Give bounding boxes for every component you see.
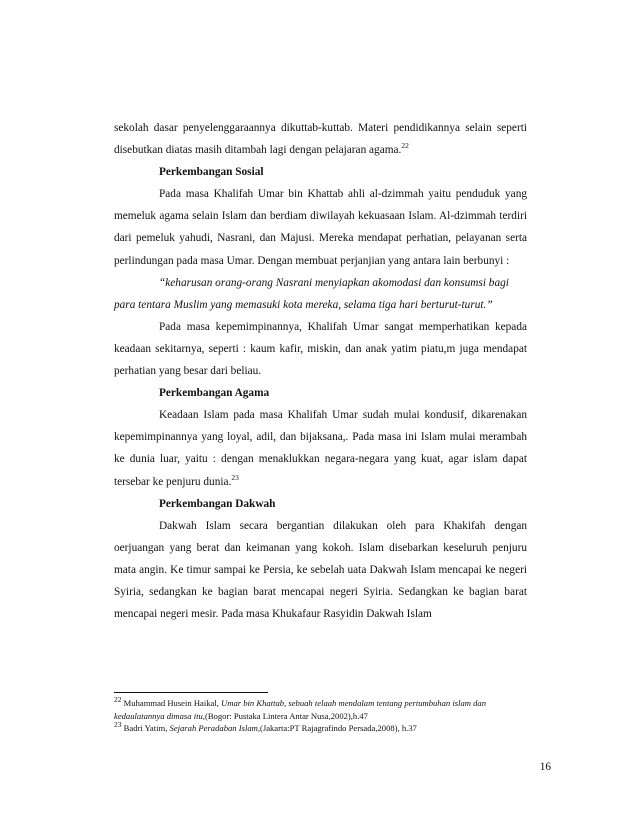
section-heading-dakwah: Perkembangan Dakwah [159, 497, 276, 510]
page-number: 16 [539, 761, 551, 773]
footnote-divider [114, 692, 268, 693]
paragraph-text: Keadaan Islam pada masa Khalifah Umar sudah mulai kondusif, dikarenakan kepemimpinannya yang loyal, adil, dan bijaksana,. Pada masa ini Islam mulai merambah ke dunia luar, yaitu : dengan menaklukkan negara-negara yang kuat, agar islam dapat tersebar ke penjuru dunia. [114, 409, 527, 488]
paragraph-dakwah: Dakwah Islam secara bergantian dilakukan oleh para Khakifah dengan oerjuangan yang berat dan keimanan yang kokoh. Islam disebarkan keseluruh penjuru mata angin. Ke timur sampai ke Persia, ke sebelah uata Dakwah Islam mencapai ke negeri Syiria, sedangkan ke bagian barat mencapai negeri Syiria. Sedangkan ke bagian barat mencapai negeri mesir. Pada masa Khukafaur Rasyidin Dakwah Islam [114, 519, 527, 621]
footnote-title: Sejarah Peradaban Islam, [169, 723, 260, 734]
paragraph-text: sekolah dasar penyelenggaraannya dikuttab-kuttab. Materi pendidikannya selain seperti disebutkan diatas masih ditambah lagi dengan pelajaran agama. [114, 122, 527, 157]
footnotes [114, 697, 534, 735]
footnote-author: Muhammad Husein Haikal, [123, 698, 219, 708]
section-heading-sosial: Perkembangan Sosial [159, 166, 264, 179]
footnote-number: 23 [114, 720, 122, 730]
body-text [114, 117, 527, 625]
section-heading-agama: Perkembangan Agama [159, 387, 270, 400]
paragraph-agama [114, 404, 527, 492]
paragraph-kepemimpinan: Pada masa kepemimpinannya, Khalifah Umar sangat memperhatikan kepada keadaan sekitarnya, seperti : kaum kafir, miskin, dan anak yatim piatu,m juga mendapat perhatian yang besar dari beliau. [114, 320, 527, 378]
footnote-author: Badri Yatim, [123, 723, 168, 734]
paragraph-intro [114, 117, 527, 161]
footnote-ref: 22 [401, 141, 409, 151]
footnote-publication: (Bogor: Pustaka Lintera Antar Nusa,2002),h.47 [204, 710, 368, 721]
footnote-title: Umar bin Khattab, sebuah telaah mendalam tentang pertumbuhan islam dan kedaulatannya dimasa itu, [114, 698, 487, 721]
footnote-ref: 23 [231, 472, 239, 482]
quote-block: “keharusan orang-orang Nasrani menyiapkan akomodasi dan konsumsi bagi para tentara Muslim yang memasuki kota mereka, selama tiga hari berturut-turut.” [114, 276, 509, 311]
footnote-23 [114, 722, 534, 735]
footnote-22 [114, 697, 534, 722]
paragraph-sosial: Pada masa Khalifah Umar bin Khattab ahli al-dzimmah yaitu penduduk yang memeluk agama selain Islam dan berdiam diwilayah kekuasaan Islam. Al-dzimmah terdiri dari pemeluk yahudi, Nasrani, dan Majusi. Mereka mendapat perhatian, pelayanan serta perlindungan pada masa Umar. Dengan membuat perjanjian yang antara lain berbunyi : [114, 188, 527, 267]
footnote-number: 22 [114, 695, 122, 705]
footnote-publication: (Jakarta:PT Rajagrafindo Persada,2008), h.37 [259, 723, 417, 734]
